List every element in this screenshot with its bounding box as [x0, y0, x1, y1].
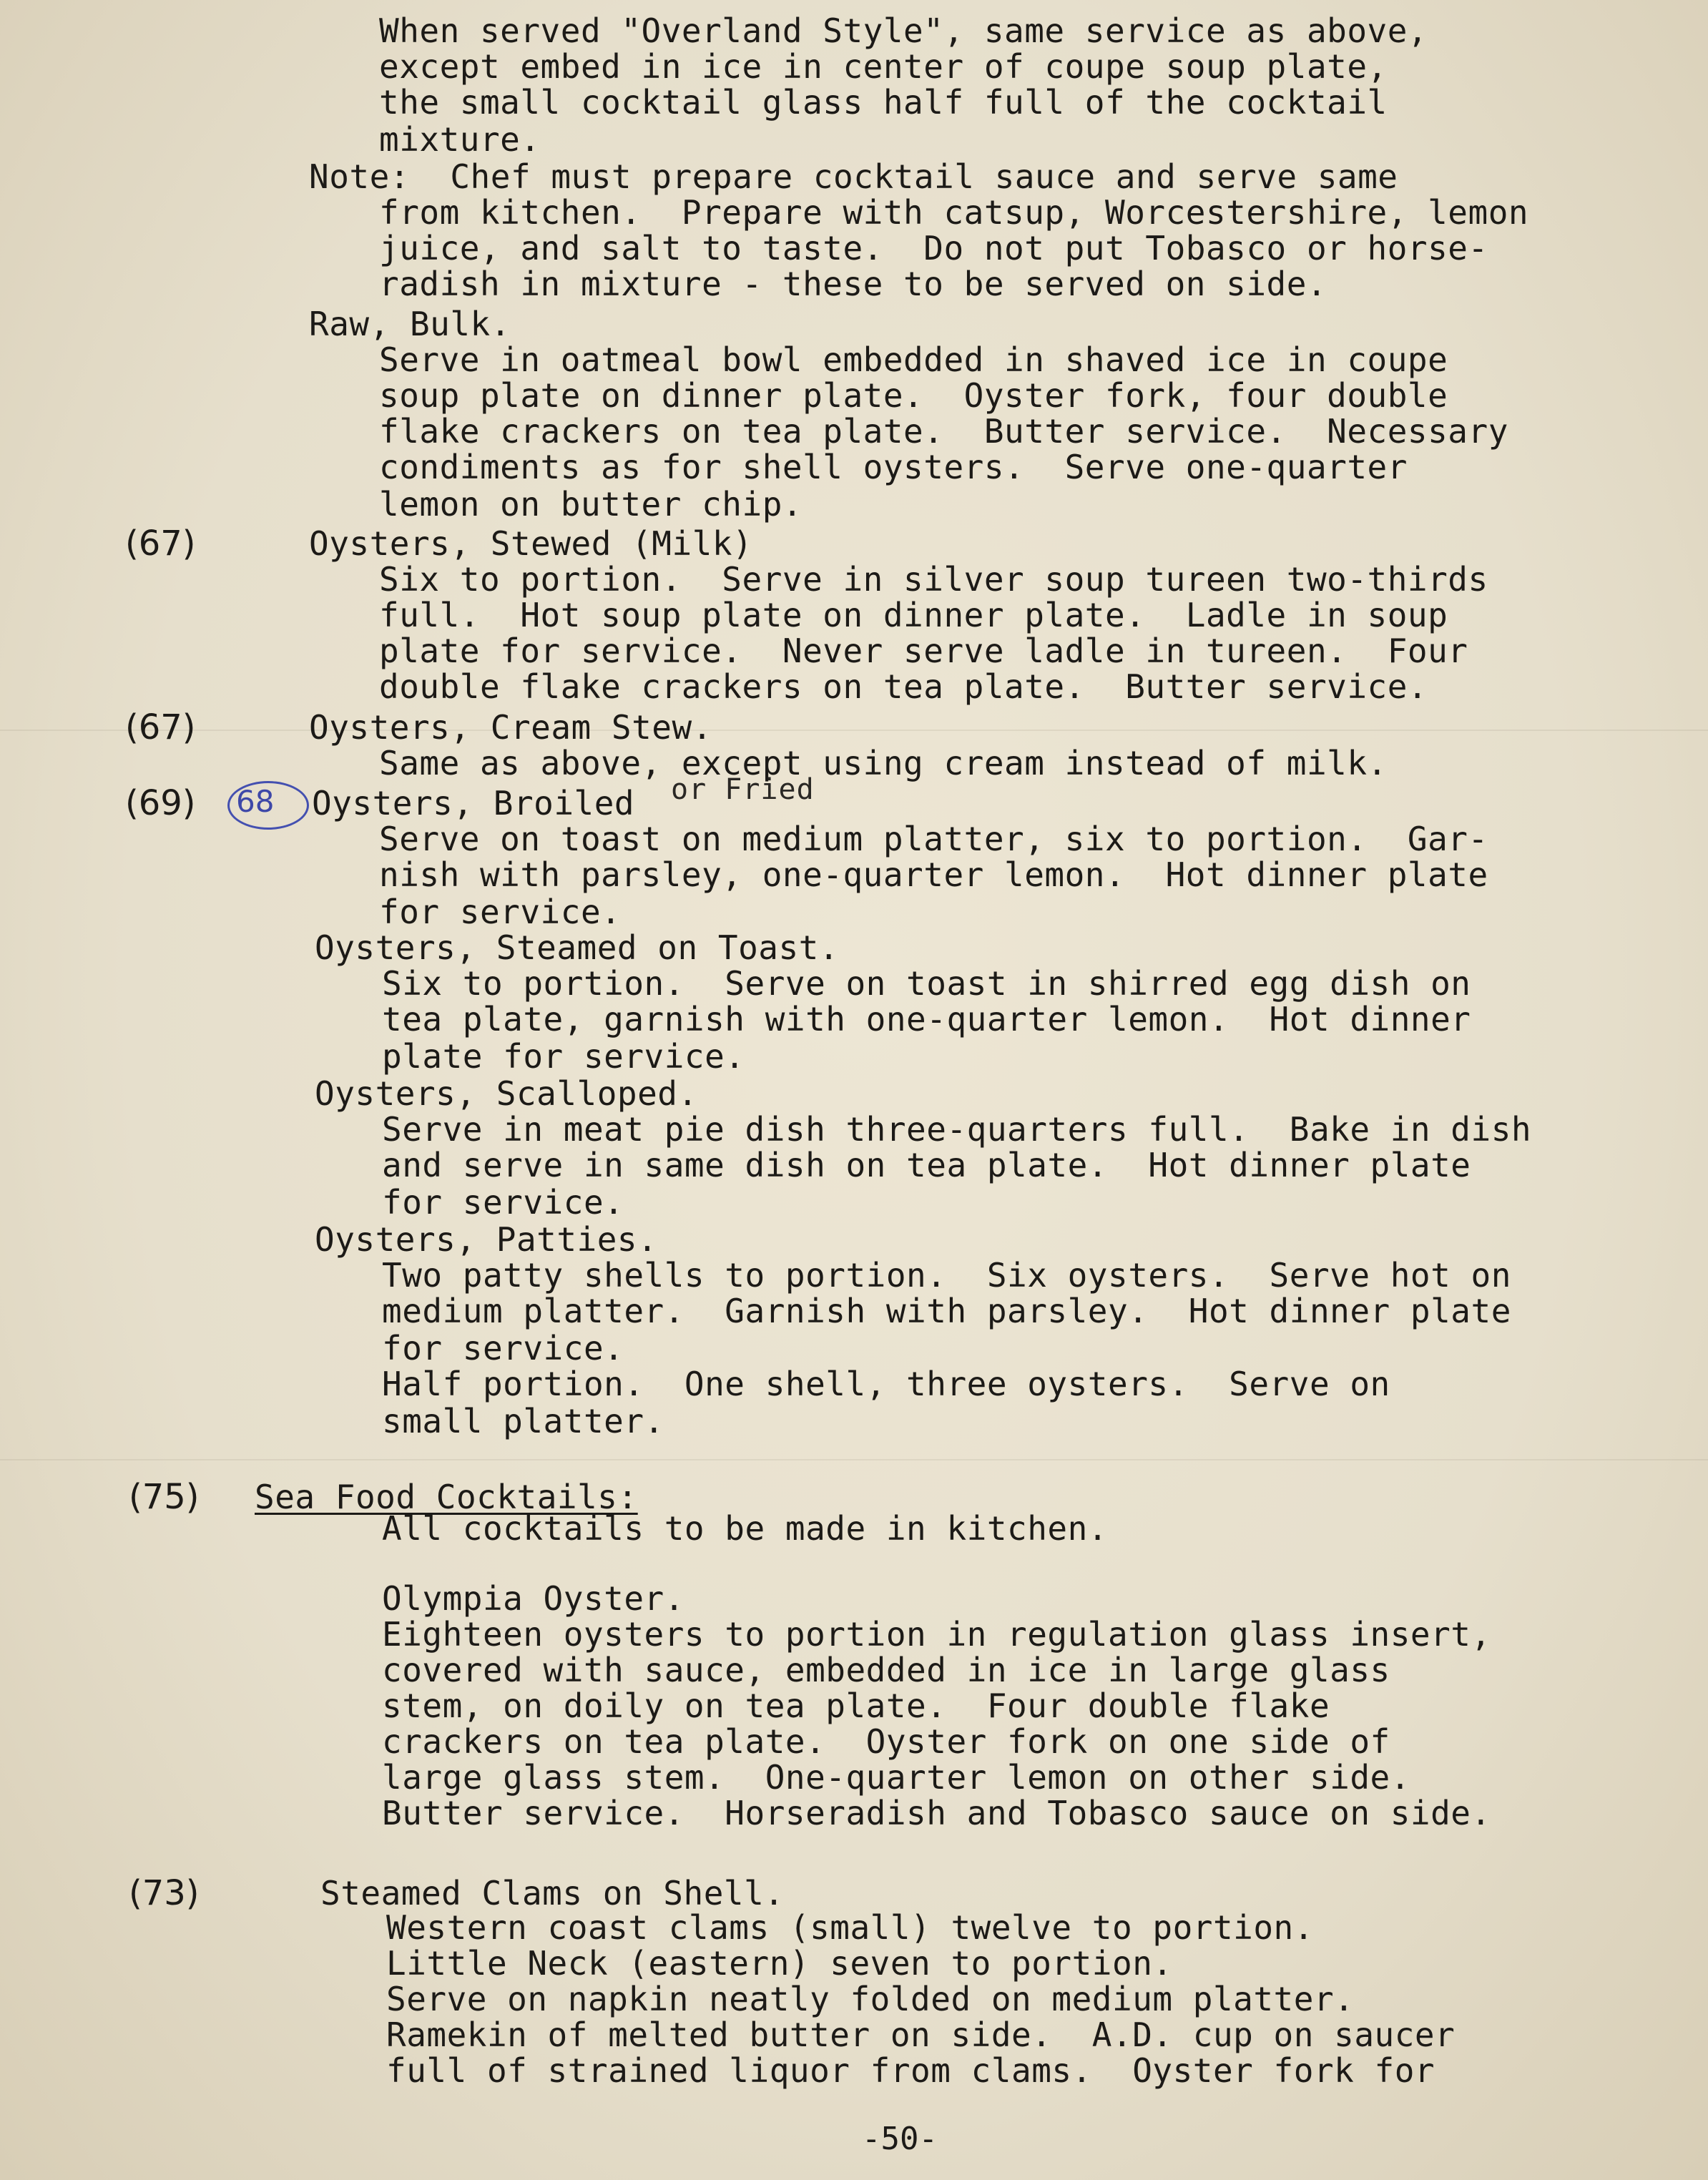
text-line: juice, and salt to taste. Do not put Tobasco or horse- — [379, 229, 1488, 267]
margin-number: (75) — [129, 1477, 200, 1517]
text-line: flake crackers on tea plate. Butter service. Necessary — [379, 412, 1508, 451]
text-line: When served "Overland Style", same service as above, — [379, 11, 1428, 50]
text-line: radish in mixture - these to be served on side. — [379, 265, 1327, 303]
margin-number: (69) — [125, 783, 196, 823]
text-line: Western coast clams (small) twelve to portion. — [386, 1908, 1314, 1947]
margin-number: (67) — [125, 524, 196, 564]
note-line: Note: Chef must prepare cocktail sauce and serve same — [309, 157, 1398, 196]
text-line: Butter service. Horseradish and Tobasco sauce on side. — [382, 1794, 1491, 1832]
text-line: for service. — [382, 1329, 624, 1368]
item-heading: Steamed Clams on Shell. — [320, 1874, 785, 1913]
text-line: All cocktails to be made in kitchen. — [382, 1509, 1108, 1548]
text-line: nish with parsley, one-quarter lemon. Hot dinner plate — [379, 855, 1488, 894]
text-line: Serve in meat pie dish three-quarters full. Bake in dish — [382, 1110, 1532, 1149]
paper-fold — [0, 730, 1708, 731]
text-line: medium platter. Garnish with parsley. Hot dinner plate — [382, 1292, 1511, 1330]
paper-fold — [0, 1459, 1708, 1460]
text-line: for service. — [379, 893, 622, 931]
text-line: from kitchen. Prepare with catsup, Worcestershire, lemon — [379, 193, 1529, 232]
text-line: double flake crackers on tea plate. Butter service. — [379, 667, 1428, 706]
handwritten-number: 68 — [236, 784, 275, 819]
page-number: -50- — [862, 2121, 938, 2157]
text-line: Serve on toast on medium platter, six to portion. Gar- — [379, 820, 1488, 858]
item-heading: Oysters, Scalloped. — [315, 1074, 698, 1113]
item-heading: Raw, Bulk. — [309, 305, 511, 343]
text-line: condiments as for shell oysters. Serve one-quarter — [379, 448, 1408, 486]
item-heading: Oysters, Broiled — [312, 784, 635, 823]
text-line: full of strained liquor from clams. Oyster fork for — [386, 2051, 1435, 2090]
text-line: Serve in oatmeal bowl embedded in shaved ice in coupe — [379, 340, 1448, 379]
text-line: Six to portion. Serve on toast in shirred egg dish on — [382, 964, 1471, 1003]
text-line: full. Hot soup plate on dinner plate. Ladle in soup — [379, 596, 1448, 634]
text-line: for service. — [382, 1183, 624, 1222]
item-heading: Oysters, Steamed on Toast. — [315, 928, 840, 967]
text-line: Eighteen oysters to portion in regulation glass insert, — [382, 1615, 1491, 1654]
text-line: plate for service. Never serve ladle in tureen. Four — [379, 632, 1468, 670]
text-line: plate for service. — [382, 1037, 745, 1076]
margin-number: (73) — [129, 1873, 200, 1913]
text-line: Little Neck (eastern) seven to portion. — [386, 1944, 1173, 1983]
text-line: stem, on doily on tea plate. Four double flake — [382, 1686, 1330, 1725]
text-line: the small cocktail glass half full of the cocktail — [379, 83, 1388, 122]
item-heading: Olympia Oyster. — [382, 1579, 684, 1618]
text-line: Ramekin of melted butter on side. A.D. cup on saucer — [386, 2015, 1456, 2054]
text-line: Same as above, except using cream instead of milk. — [379, 744, 1388, 782]
text-line: Two patty shells to portion. Six oysters. Serve hot on — [382, 1256, 1511, 1295]
text-line: and serve in same dish on tea plate. Hot dinner plate — [382, 1146, 1471, 1184]
item-heading: Oysters, Patties. — [315, 1220, 658, 1259]
section-heading: Sea Food Cocktails: — [255, 1478, 638, 1516]
text-line: mixture. — [379, 120, 541, 159]
text-line: lemon on butter chip. — [379, 485, 803, 524]
item-heading: Oysters, Cream Stew. — [309, 708, 712, 747]
text-line: Six to portion. Serve in silver soup tureen two-thirds — [379, 560, 1488, 599]
text-line: except embed in ice in center of coupe soup plate, — [379, 47, 1388, 86]
text-line: crackers on tea plate. Oyster fork on one side of — [382, 1722, 1390, 1761]
text-line: Serve on napkin neatly folded on medium platter. — [386, 1980, 1355, 2018]
text-line: Half portion. One shell, three oysters. Serve on — [382, 1365, 1390, 1403]
margin-number: (67) — [125, 707, 196, 747]
text-line: tea plate, garnish with one-quarter lemon. Hot dinner — [382, 1000, 1471, 1039]
typed-addition: or Fried — [671, 773, 815, 806]
text-line: soup plate on dinner plate. Oyster fork, four double — [379, 376, 1448, 415]
item-heading: Oysters, Stewed (Milk) — [309, 524, 753, 563]
text-line: covered with sauce, embedded in ice in large glass — [382, 1651, 1390, 1689]
text-line: large glass stem. One-quarter lemon on other side. — [382, 1758, 1410, 1797]
text-line: small platter. — [382, 1402, 664, 1440]
